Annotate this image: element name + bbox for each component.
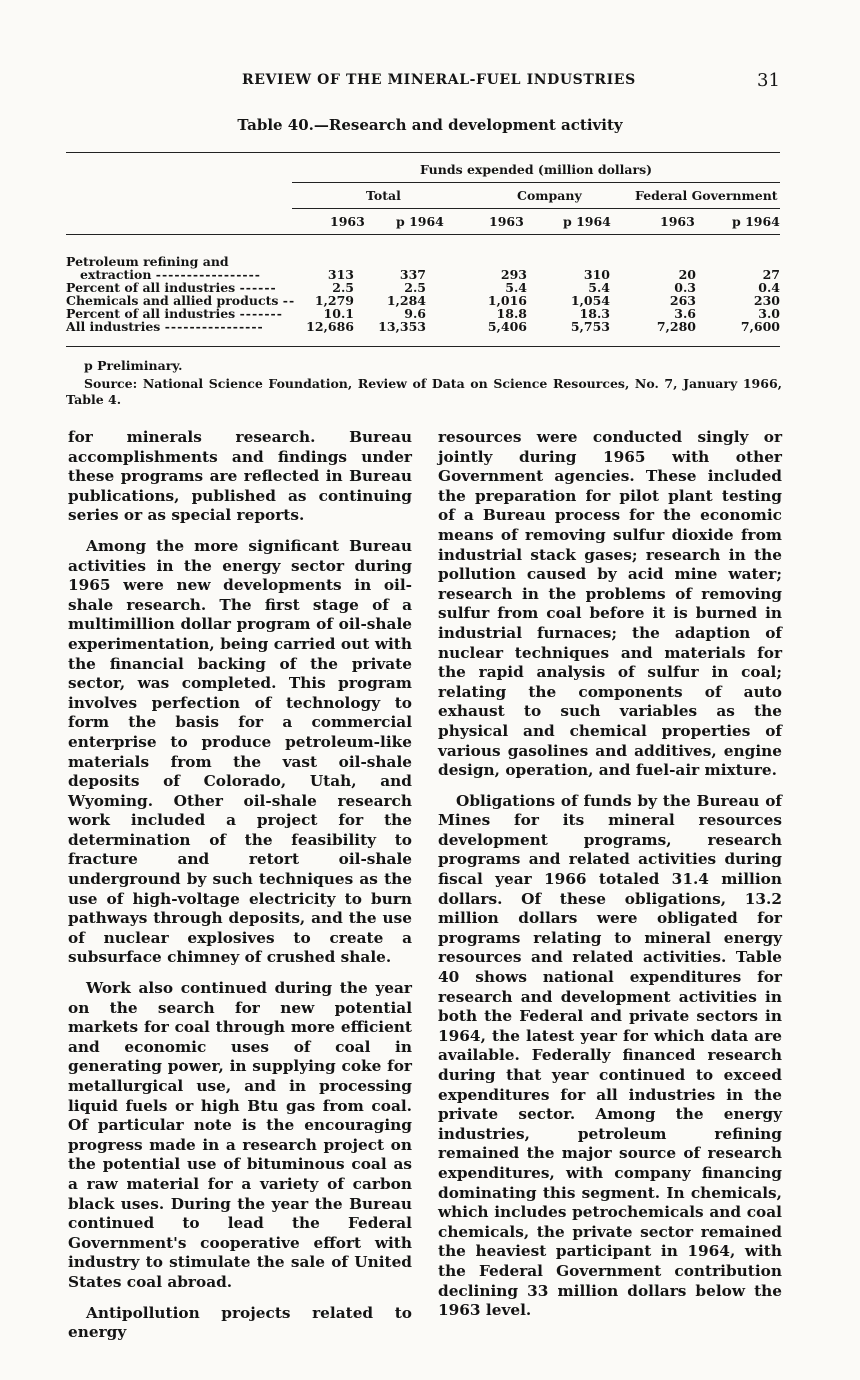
table-bottom-rule: [66, 346, 780, 347]
row-label-line1: Petroleum refining and: [66, 254, 229, 269]
table-cell: 7,600: [740, 319, 780, 334]
table-cell: 2.5: [332, 280, 354, 295]
table-cell: 1,054: [570, 293, 610, 308]
table-cell: 1,016: [487, 293, 527, 308]
table-cell: 10.1: [323, 306, 354, 321]
table-source: Source: National Science Foundation, Review of Data on Science Resources, No. 7, January 1966, Table 4.: [66, 376, 782, 407]
table-cell: 5.4: [505, 280, 527, 295]
table-cell: 12,686: [306, 319, 354, 334]
leader-dots: -----------------: [155, 267, 261, 282]
spanner-header: Funds expended (million dollars): [420, 162, 653, 177]
group-header-federal: Federal Government: [635, 188, 778, 203]
table-cell: 337: [399, 267, 426, 282]
running-head: [0, 70, 860, 92]
page-number: 31: [757, 70, 780, 91]
table-cell: 5,753: [570, 319, 610, 334]
table-cell: 0.4: [758, 280, 780, 295]
year-header: 1963: [660, 214, 695, 229]
body-column-right: [438, 428, 782, 1332]
table-cell: 3.6: [674, 306, 696, 321]
table-cell: 1,279: [314, 293, 354, 308]
header-bottom-rule: [66, 234, 780, 235]
table-cell: 3.0: [758, 306, 780, 321]
table-cell: 293: [500, 267, 527, 282]
paragraph: Antipollution projects related to energy: [68, 1303, 412, 1342]
table-cell: 2.5: [404, 280, 426, 295]
table-cell: 13,353: [378, 319, 426, 334]
table-cell: 5.4: [588, 280, 610, 295]
group-header-total: Total: [366, 188, 401, 203]
row-label: [66, 319, 264, 334]
leader-dots: -------: [239, 306, 283, 321]
table-cell: 310: [583, 267, 610, 282]
table-cell: 27: [762, 267, 780, 282]
leader-dots: ----------------: [164, 319, 264, 334]
row-label-text: Chemicals and allied products: [66, 293, 279, 308]
row-label-text: Percent of all industries: [66, 280, 236, 295]
table-cell: 5,406: [487, 319, 527, 334]
leader-dots: --: [282, 293, 296, 308]
row-label-text: extraction: [80, 267, 152, 282]
leader-dots: ------: [239, 280, 277, 295]
group-rule: [292, 208, 780, 209]
table-cell: 1,284: [386, 293, 426, 308]
table-cell: 313: [327, 267, 354, 282]
body-column-left: [68, 428, 412, 1354]
paragraph: Obligations of funds by the Bureau of Mines for its mineral resources development programs, research programs and related activities during fiscal year 1966 totaled 31.4 million dollars. Of these obligations, 13.2 million dollars were obligated for programs relating to mineral energy resources and related activities. Table 40 shows national expenditures for research and development activities in both the Federal and private sectors in 1964, the latest year for which data are available. Federally financed research during that year continued to exceed expenditures for all industries in the private sector. Among the energy industries, petroleum refining remained the major source of research expenditures, with company financing dominating this segment. In chemicals, which includes petrochemicals and coal chemicals, the private sector remained the heaviest participant in 1964, with the Federal Government contribution declining 33 million dollars below the 1963 level.: [438, 791, 782, 1320]
group-header-company: Company: [517, 188, 582, 203]
table-title: Table 40.—Research and development activity: [237, 116, 623, 134]
table-cell: 263: [669, 293, 696, 308]
table-footnote: p Preliminary.: [84, 358, 183, 373]
paragraph: Work also continued during the year on the search for new potential markets for coal through more efficient and economic uses of coal in generating power, in supplying coke for metallurgical use, and in processing liquid fuels or high Btu gas from coal. Of particular note is the encouraging progress made in a research project on the potential use of bituminous coal as a raw material for a variety of carbon black uses. During the year the Bureau continued to lead the Federal Government's cooperative effort with industry to stimulate the sale of United States coal abroad.: [68, 979, 412, 1291]
row-label-text: Percent of all industries: [66, 306, 236, 321]
table-top-rule: [66, 152, 780, 153]
year-header: p 1964: [563, 214, 611, 229]
spanner-rule: [292, 182, 780, 183]
paragraph: Among the more significant Bureau activities in the energy sector during 1965 were new developments in oil-shale research. The first stage of a multimillion dollar program of oil-shale experimentation, being carried out with the financial backing of the private sector, was completed. This program involves perfection of technology to form the basis for a commercial enterprise to produce petroleum-like materials from the vast oil-shale deposits of Colorado, Utah, and Wyoming. Other oil-shale research work included a project for the determination of the feasibility to fracture and retort oil-shale underground by such techniques as the use of high-voltage electricity to burn pathways through deposits, and the use of nuclear explosives to create a subsurface chimney of crushed shale.: [68, 536, 412, 967]
data-table: [66, 152, 780, 348]
year-header: p 1964: [396, 214, 444, 229]
table-cell: 20: [678, 267, 696, 282]
year-header: 1963: [489, 214, 524, 229]
table-cell: 7,280: [656, 319, 696, 334]
table-cell: 18.3: [579, 306, 610, 321]
row-label-text: All industries: [66, 319, 161, 334]
year-header: p 1964: [732, 214, 780, 229]
table-cell: 230: [753, 293, 780, 308]
year-header: 1963: [330, 214, 365, 229]
paragraph: for minerals research. Bureau accomplishments and findings under these programs are reflected in Bureau publications, published as continuing series or as special reports.: [68, 428, 412, 525]
table-cell: 18.8: [496, 306, 527, 321]
table-cell: 9.6: [404, 306, 426, 321]
running-title: REVIEW OF THE MINERAL-FUEL INDUSTRIES: [242, 72, 636, 88]
paragraph: resources were conducted singly or jointly during 1965 with other Government agencies. These included the preparation for pilot plant testing of a Bureau process for the economic means of removing sulfur dioxide from industrial stack gases; research in the pollution caused by acid mine water; research in the problems of removing sulfur from coal before it is burned in industrial furnaces; the adaption of nuclear techniques and materials for the rapid analysis of sulfur in coal; relating the components of auto exhaust to such variables as the physical and chemical properties of various gasolines and additives, engine design, operation, and fuel-air mixture.: [438, 428, 782, 780]
table-cell: 0.3: [674, 280, 696, 295]
